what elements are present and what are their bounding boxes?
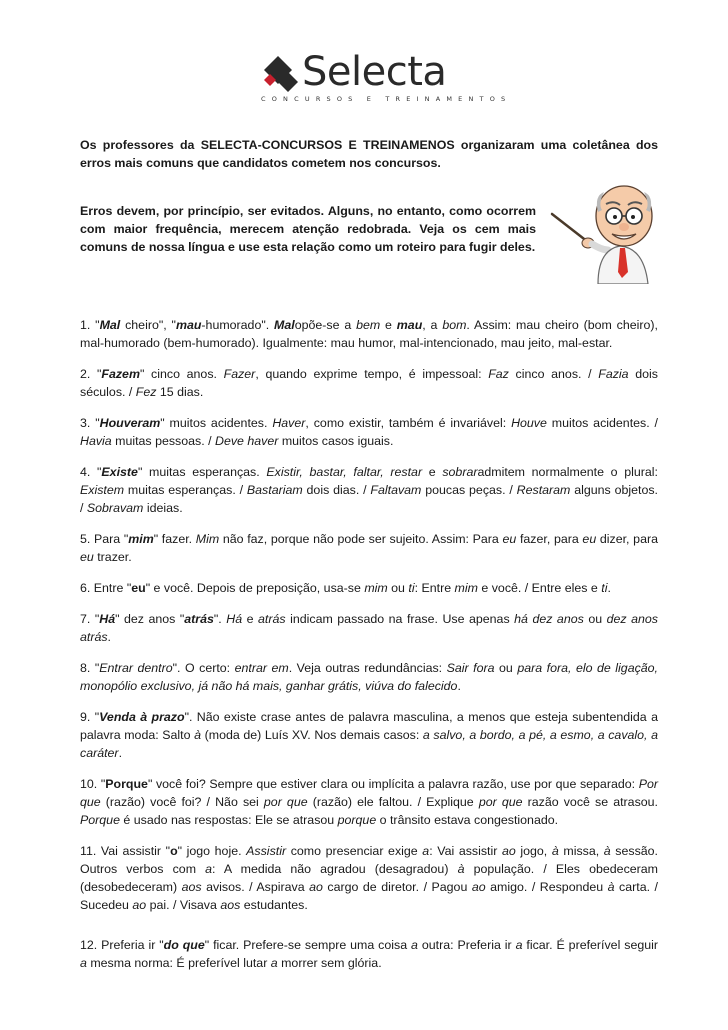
text-segment: poucas peças. / bbox=[421, 483, 517, 497]
text-segment: à bbox=[457, 862, 465, 876]
text-segment: ou bbox=[583, 612, 607, 626]
text-segment: mim bbox=[364, 581, 388, 595]
text-segment: muitos casos iguais. bbox=[278, 434, 394, 448]
text-segment: do que bbox=[163, 938, 205, 952]
text-segment: há dez anos bbox=[514, 612, 584, 626]
text-segment: pai. / Visava bbox=[146, 898, 221, 912]
text-segment: Entrar dentro bbox=[99, 661, 173, 675]
text-segment: missa, bbox=[558, 844, 604, 858]
text-segment: jogo, bbox=[515, 844, 552, 858]
text-segment: 8. " bbox=[80, 661, 100, 675]
text-segment: ". bbox=[213, 612, 227, 626]
list-item bbox=[80, 530, 658, 566]
text-segment: cheiro", " bbox=[120, 318, 176, 332]
text-segment: atrás bbox=[184, 612, 214, 626]
text-segment: mau bbox=[175, 318, 202, 332]
text-segment: muitas pessoas. / bbox=[111, 434, 215, 448]
text-segment: à bbox=[551, 844, 559, 858]
text-segment: e você. / Entre eles e bbox=[477, 581, 602, 595]
text-segment: 4. " bbox=[80, 465, 102, 479]
text-segment: Há bbox=[226, 612, 243, 626]
text-segment: " muitos acidentes. bbox=[160, 416, 273, 430]
text-segment: à bbox=[603, 844, 611, 858]
text-segment: 15 dias. bbox=[156, 385, 204, 399]
text-segment: mesma norma: É preferível lutar bbox=[86, 956, 271, 970]
text-segment: Faz bbox=[488, 367, 509, 381]
list-item bbox=[80, 842, 658, 914]
text-segment: indicam passado na frase. Use apenas bbox=[285, 612, 515, 626]
text-segment: " muitas esperanças. bbox=[137, 465, 267, 479]
text-segment: a salvo, a bordo, a pé, a esmo, a cavalo, a caráter bbox=[80, 728, 658, 760]
text-segment: Havia bbox=[80, 434, 112, 448]
list-item bbox=[80, 463, 658, 517]
text-segment: Fazer bbox=[223, 367, 256, 381]
text-segment: razão você se atrasou. bbox=[522, 795, 658, 809]
text-segment: dois séculos. / bbox=[80, 367, 658, 399]
text-segment: aos bbox=[220, 898, 241, 912]
list-item bbox=[80, 579, 658, 597]
text-segment: mim bbox=[454, 581, 478, 595]
text-segment: Houveram bbox=[99, 416, 161, 430]
text-segment: entrar em bbox=[234, 661, 289, 675]
selecta-logo bbox=[258, 49, 512, 108]
text-segment: trazer. bbox=[93, 550, 132, 564]
text-segment: a bbox=[422, 844, 430, 858]
text-segment: Restaram bbox=[516, 483, 571, 497]
text-segment: Mim bbox=[195, 532, 220, 546]
text-segment: 1. " bbox=[80, 318, 100, 332]
text-segment: ". Não existe crase antes de palavra masculina, a menos que esteja subentendida a palavra moda: Salto bbox=[80, 710, 658, 742]
text-segment: : Entre bbox=[414, 581, 455, 595]
text-segment: . bbox=[118, 746, 123, 760]
text-segment: , como existir, também é invariável: bbox=[305, 416, 512, 430]
text-segment: muitas esperanças. / bbox=[124, 483, 247, 497]
text-segment: . bbox=[607, 581, 611, 595]
text-segment: ao bbox=[132, 898, 147, 912]
intro-paragraph-1: Os professores da SELECTA-CONCURSOS E TREINAMENOS organizaram uma coletânea dos erros mais comuns que candidatos cometem nos concursos. bbox=[80, 138, 658, 170]
text-segment: eu bbox=[582, 532, 597, 546]
text-segment: e bbox=[380, 318, 397, 332]
text-segment: alguns objetos. / bbox=[80, 483, 658, 515]
text-segment: : Vai assistir bbox=[429, 844, 502, 858]
text-segment: 9. " bbox=[80, 710, 100, 724]
text-segment: (razão) você foi? / Não sei bbox=[100, 795, 264, 809]
brand-tagline: CONCURSOS E TREINAMENTOS bbox=[261, 95, 512, 103]
text-segment: para fora, elo de ligação, monopólio exclusivo, já não há mais, ganhar grátis, viúva do falecido bbox=[80, 661, 659, 693]
list-item bbox=[80, 414, 658, 450]
text-segment: admitem normalmente o plural: bbox=[477, 465, 658, 479]
text-segment: " cinco anos. bbox=[139, 367, 224, 381]
text-segment: ti bbox=[408, 581, 415, 595]
text-segment: à bbox=[607, 880, 615, 894]
text-segment: opõe-se a bbox=[294, 318, 357, 332]
text-segment: ao bbox=[309, 880, 323, 894]
text-segment: ao bbox=[501, 844, 516, 858]
list-item bbox=[80, 775, 658, 829]
text-segment: ideias. bbox=[143, 501, 183, 515]
text-segment: . bbox=[107, 630, 111, 644]
text-segment: Porque bbox=[105, 777, 148, 791]
text-segment: dez anos atrás bbox=[80, 612, 658, 644]
text-segment: Deve haver bbox=[215, 434, 279, 448]
text-segment: 3. " bbox=[80, 416, 100, 430]
text-segment: a bbox=[205, 862, 213, 876]
text-segment: dois dias. / bbox=[302, 483, 371, 497]
list-item bbox=[80, 708, 658, 762]
text-segment: . Assim: mau cheiro (bom cheiro), mal-humorado (bem-humorado). Igualmente: mau humor, mal-intencionado, mau jeito, mal-estar. bbox=[80, 318, 658, 350]
text-segment: -humorado". bbox=[201, 318, 275, 332]
text-segment: como presenciar exige bbox=[286, 844, 423, 858]
text-segment: cargo de diretor. / Pagou bbox=[322, 880, 472, 894]
text-segment: aos bbox=[181, 880, 202, 894]
text-segment: bom bbox=[442, 318, 467, 332]
brand-name: Selecta bbox=[302, 49, 447, 95]
text-segment: morrer sem glória. bbox=[277, 956, 382, 970]
text-segment: a bbox=[80, 956, 87, 970]
list-item bbox=[80, 316, 658, 352]
text-segment: (razão) ele faltou. / Explique bbox=[307, 795, 479, 809]
text-segment: (moda de) Luís XV. Nos demais casos: bbox=[201, 728, 423, 742]
intro-paragraph-2: Erros devem, por princípio, ser evitados. Alguns, no entanto, como ocorrem com maior frequência, merecem atenção redobrada. Veja os cem mais comuns de nossa língua e use esta relação como um roteiro para fugir deles. bbox=[80, 204, 536, 254]
text-segment: Existe bbox=[101, 465, 138, 479]
text-segment: dizer, para bbox=[596, 532, 658, 546]
text-segment: 2. " bbox=[80, 367, 102, 381]
text-segment: sobrar bbox=[442, 465, 478, 479]
text-segment: ti bbox=[601, 581, 608, 595]
text-segment: mau bbox=[396, 318, 423, 332]
text-segment: e bbox=[422, 465, 443, 479]
text-segment: não faz, porque não pode ser sujeito. Assim: Para bbox=[219, 532, 503, 546]
text-segment: 5. Para " bbox=[80, 532, 129, 546]
text-segment: Fazia bbox=[598, 367, 629, 381]
text-segment: estudantes. bbox=[240, 898, 308, 912]
text-segment: eu bbox=[80, 550, 94, 564]
text-segment: . bbox=[457, 679, 461, 693]
text-segment: ao bbox=[471, 880, 486, 894]
text-segment: Haver bbox=[272, 416, 306, 430]
list-item bbox=[80, 936, 658, 972]
text-segment: à bbox=[194, 728, 202, 742]
text-segment: mim bbox=[128, 532, 154, 546]
text-segment: " dez anos " bbox=[115, 612, 185, 626]
text-segment: Venda à prazo bbox=[99, 710, 185, 724]
list-item bbox=[80, 610, 658, 646]
text-segment: ou bbox=[387, 581, 409, 595]
text-segment: 12. Preferia ir " bbox=[80, 938, 164, 952]
text-segment: a bbox=[411, 938, 418, 952]
selecta-diamond-logo-icon bbox=[258, 52, 302, 96]
text-segment: Por que bbox=[80, 777, 658, 809]
text-segment: carta. / Sucedeu bbox=[80, 880, 658, 912]
text-segment: 7. " bbox=[80, 612, 100, 626]
text-segment: atrás bbox=[258, 612, 286, 626]
text-segment: Bastariam bbox=[246, 483, 303, 497]
text-segment: ficar. É preferível seguir bbox=[522, 938, 658, 952]
text-segment: ". O certo: bbox=[172, 661, 235, 675]
text-segment: cinco anos. / bbox=[508, 367, 599, 381]
text-segment: Há bbox=[99, 612, 116, 626]
teacher-with-pointer-icon bbox=[548, 180, 664, 284]
list-item bbox=[80, 365, 658, 401]
text-segment: porque bbox=[337, 813, 377, 827]
text-segment: Sair fora bbox=[446, 661, 495, 675]
text-segment: Mal bbox=[274, 318, 295, 332]
text-segment: outra: Preferia ir bbox=[417, 938, 516, 952]
text-segment: Mal bbox=[99, 318, 121, 332]
text-segment: 11. Vai assistir " bbox=[80, 844, 171, 858]
text-segment: " você foi? Sempre que estiver clara ou implícita a palavra razão, use por que separado: bbox=[147, 777, 639, 791]
text-segment: 10. " bbox=[80, 777, 106, 791]
text-segment: Existem bbox=[80, 483, 125, 497]
text-segment: a bbox=[270, 956, 278, 970]
text-segment: " ficar. Prefere-se sempre uma coisa bbox=[204, 938, 412, 952]
text-segment: " fazer. bbox=[153, 532, 196, 546]
text-segment: : A medida não agradou (desagradou) bbox=[212, 862, 458, 876]
text-segment: . Veja outras redundâncias: bbox=[288, 661, 447, 675]
text-segment: Fazem bbox=[101, 367, 140, 381]
text-segment: , quando exprime tempo, é impessoal: bbox=[255, 367, 489, 381]
text-segment: Assistir bbox=[246, 844, 287, 858]
text-segment: eu bbox=[131, 581, 146, 595]
text-segment: fazer, para bbox=[516, 532, 583, 546]
text-segment: " e você. Depois de preposição, usa-se bbox=[145, 581, 365, 595]
text-segment: o bbox=[170, 844, 178, 858]
text-segment: eu bbox=[502, 532, 517, 546]
text-segment: Existir, bastar, faltar, restar bbox=[266, 465, 423, 479]
text-segment: Faltavam bbox=[370, 483, 422, 497]
text-segment: , a bbox=[422, 318, 443, 332]
text-segment: por que bbox=[478, 795, 523, 809]
text-segment: é usado nas respostas: Ele se atrasou bbox=[119, 813, 338, 827]
text-segment: bem bbox=[356, 318, 381, 332]
text-segment: 6. Entre " bbox=[80, 581, 132, 595]
text-segment: amigo. / Respondeu bbox=[485, 880, 608, 894]
text-segment: e bbox=[242, 612, 259, 626]
text-segment: Fez bbox=[135, 385, 157, 399]
text-segment: população. / Eles obedeceram (desobedeceram) bbox=[80, 862, 659, 894]
text-segment: avisos. / Aspirava bbox=[201, 880, 310, 894]
text-segment: por que bbox=[263, 795, 308, 809]
text-segment: Houve bbox=[511, 416, 547, 430]
text-segment: Sobravam bbox=[86, 501, 144, 515]
text-segment: o trânsito estava congestionado. bbox=[376, 813, 559, 827]
text-segment: muitos acidentes. / bbox=[546, 416, 658, 430]
text-segment: " jogo hoje. bbox=[177, 844, 247, 858]
text-segment: ou bbox=[494, 661, 518, 675]
text-segment: a bbox=[515, 938, 523, 952]
list-item bbox=[80, 659, 658, 695]
text-segment: sessão. Outros verbos com bbox=[80, 844, 658, 876]
error-list bbox=[80, 316, 658, 985]
text-segment: Porque bbox=[80, 813, 120, 827]
